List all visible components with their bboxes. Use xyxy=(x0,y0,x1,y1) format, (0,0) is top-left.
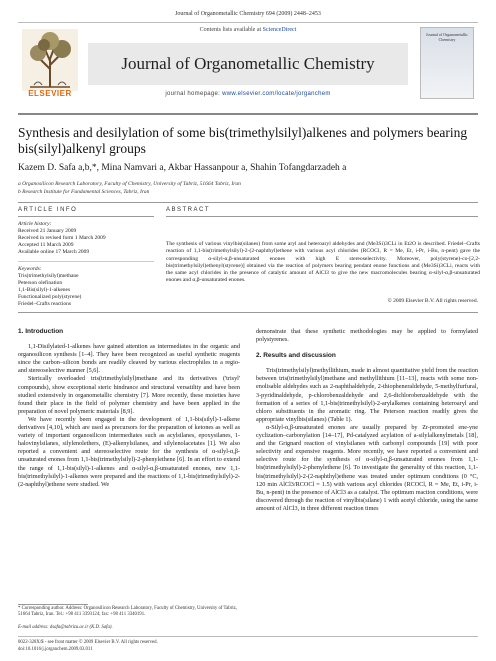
history-revised: Received in revised form 1 March 2009 xyxy=(18,235,106,241)
article-title: Synthesis and desilylation of some bis(trimethylsilyl)alkenes and polymers bearing bis(silyl)alkenyl groups xyxy=(18,125,468,156)
footnote-divider xyxy=(18,604,88,605)
journal-title: Journal of Organometallic Chemistry xyxy=(88,43,408,85)
keyword-item: Tris(trimethylsilyl)methane xyxy=(18,273,79,279)
journal-banner xyxy=(18,22,478,115)
divider xyxy=(18,636,478,637)
introduction-heading: 1. Introduction xyxy=(18,328,64,335)
keyword-item: Friedel–Crafts reactions xyxy=(18,301,71,307)
affiliation-a: a Organosilicon Research Laboratory, Faculty of Chemistry, University of Tabriz, 51664 Tabriz, Iran xyxy=(18,181,241,187)
paragraph: We have recently been engaged in the development of 1,1-bis(silyl)-1-alkene derivatives [4,10], which are used as precursors for the preparation of ketones as well as variety of important organosilicon intermediates such as acylsilanes, epoxysilanes, 1-halovinylsilanes, silylenolethers, (E)-alkenylsilanes, and silylenolacetates [1]. We also reported a convenient and stereoselective route for the synthesis of α-silyl-α,β-unsaturated enones from 1,1-bis(trimethylsilyl)-2-phenylethene [6]. In an effort to extend the range of 1,1-bis(silyl)-1-alkenes and α-silyl-α,β-unsaturated enones, new 1,1-bis(trimethylsilyl)-1-alkenes were prepared and the reactions of 1,1-bis(trimethylsilyl)-2-(2-naphthyl)ethene were studied. We xyxy=(18,415,240,488)
divider xyxy=(18,312,478,313)
footnote-email: E-mail address: dsafa@tabrizu.ac.ir (K.D. Safa). xyxy=(18,625,113,630)
left-column xyxy=(18,328,240,489)
homepage-label: journal homepage: xyxy=(165,91,221,97)
keywords-label: Keywords: xyxy=(18,266,42,272)
divider xyxy=(166,216,478,217)
article-info-heading: ARTICLE INFO xyxy=(18,207,78,213)
journal-homepage xyxy=(88,91,408,97)
keyword-item: Peterson olefination xyxy=(18,280,63,286)
footnote-corresponding: * Corresponding author. Address: Organosilicon Research Laboratory, Faculty of Chemistry, University of Tabriz, 51664 Tabriz, Iran. Tel.: +98 411 3393124; fax: +98 411 3340191. xyxy=(18,606,237,617)
affiliation-b: b Research Institute for Fundamental Sciences, Tabriz, Iran xyxy=(18,188,150,195)
cover-title: Journal of Organometallic Chemistry xyxy=(426,32,468,42)
contents-prefix: Contents lists available at xyxy=(199,27,262,33)
doi-link[interactable]: doi:10.1016/j.jorganchem.2009.03.011 xyxy=(18,647,93,652)
paragraph: Tris(trimethylsilyl)methyllithium, made in almost quantitative yield from the reaction between tris(trimethylsilyl)methane and methyllithium [11–13], reacts with some non-enolisable aldehydes such as 2-naphthaldehyde, 2-thiopheneraldehyde, 5-methylfurfural, 3-pyridinaldehyde, p-chlorobenzaldehyde and 2,6-dichlorobenzaldehyde with the formation of a series of 1,1-bis(trimethylsilyl)-2-arylalkenes containing heteroaryl and chloro substituents in the aromatic ring. The Peterson reaction readily gives the appropriate vinylbis(silanes) (Table 1). xyxy=(256,367,478,423)
history-online: Available online 17 March 2009 xyxy=(18,249,90,255)
paragraph: α-Silyl-α,β-unsaturated enones are usually prepared by Zr-promoted ene-yne cyclization–carbonylation [14–17], Pd-catalyzed acylation of a-silylalkenylmetals [18], and the Grignard reaction of vinylsilanes with carbonyl compounds [19] with poor selectivity and expensive reagents. More recently, we have reported a convenient and selective route for the synthesis of α-silyl-α,β-unsaturated enones from 1,1-bis(trimethylsilyl)-2-phenylethene [6]. To investigate the generality of this reaction, 1,1-bis(trimethylsilyl)-2-(2-naphthyl)ethene was treated under optimum conditions (0 °C, 120 min AlCl3/RCOCl = 1.5) with various acyl chlorides (RCOCl, R = Me, Et, i-Pr, i-Bu, n-pent) in the presence of AlCl3 as a catalyst. The optimum reaction conditions, were discovered through the reaction of vinylbis(silane) 1 with acetyl chloride, using the same amount of AlCl3, in three different reaction times xyxy=(256,423,478,512)
paragraph: Sterically overloaded tris(trimethylsilyl)methane and its derivatives ('trisyl' compounds), show exceptional steric hindrance and structural versatility and have been studied extensively in organometallic chemistry [7]. More recently, these moieties have found their place in the field of polymer chemistry and have been applied in the preparation of novel polymeric materials [8,9]. xyxy=(18,375,240,415)
results-heading: 2. Results and discussion xyxy=(256,352,336,360)
author-list: Kazem D. Safa a,b,*, Mina Namvari a, Akbar Hassanpour a, Shahin Tofangdarzadeh a xyxy=(18,163,347,173)
sciencedirect-link[interactable]: ScienceDirect xyxy=(262,27,297,33)
abstract-text: The synthesis of various vinylbis(silanes) from some aryl and heteroaryl aldehydes and (Me3Si)3CLi in Et2O is described. Friedel–Crafts reaction of 1,1-bis(trimethylsilyl)-2-(2-naphthyl)ethene with various acyl chlorides (RCOCl, R = Me, Et, i-Pr, i-Bu, n-pent) gave the corresponding α-silyl-α,β-unsaturated enones with high E stereoselectivity. Moreover, poly(styrene)-co-[2,2-bis(trimethylsilyl)ethenyl(styrene)] obtained via the reaction of polymers bearing pendant enone functions and (Me3Si)3CLi, reacts with the same acyl chlorides in the presence of catalytic amount of AlCl3 to give the new macromolecules bearing α-silyl-α,β-unsaturated enones and α,β-unsaturated enones. xyxy=(166,241,480,284)
divider xyxy=(18,216,154,217)
divider xyxy=(18,202,478,203)
journal-citation-line: Journal of Organometallic Chemistry 694 (2009) 2448–2453 xyxy=(175,11,321,17)
journal-cover-thumbnail xyxy=(420,27,474,99)
history-received: Received 21 January 2009 xyxy=(18,228,77,234)
homepage-url-link[interactable]: www.elsevier.com/locate/jorganchem xyxy=(222,91,331,97)
paragraph-continued: demonstrate that these synthetic methodologies may be applied to formylated polystyrenes. xyxy=(256,328,478,344)
keyword-item: 1,1-Bis(silyl)-1-alkenes xyxy=(18,287,71,293)
right-column xyxy=(256,328,478,513)
history-label: Article history: xyxy=(18,221,52,227)
article-history xyxy=(18,221,158,256)
affiliations xyxy=(18,181,241,196)
history-accepted: Accepted 11 March 2009 xyxy=(18,242,74,248)
divider xyxy=(18,261,154,262)
paragraph: 1,1-Disilylated-1-alkenes have gained attention as intermediates in the organic and organosilicon synthesis [1–4]. They have been recognized as useful synthetic reagents since the carbon–silicon bonds are readily cleaved by various electrophiles in a regio- and stereoselective manner [5,6]. xyxy=(18,343,240,375)
abstract-heading: ABSTRACT xyxy=(166,207,211,213)
abstract-copyright: © 2009 Elsevier B.V. All rights reserved. xyxy=(387,298,478,304)
contents-availability xyxy=(88,27,408,33)
keyword-item: Functionalized poly(styrene) xyxy=(18,294,82,300)
keywords xyxy=(18,266,158,308)
issn-line: 0022-328X/$ - see front matter © 2009 Elsevier B.V. All rights reserved. xyxy=(18,640,158,645)
elsevier-wordmark: ELSEVIER xyxy=(28,89,72,98)
